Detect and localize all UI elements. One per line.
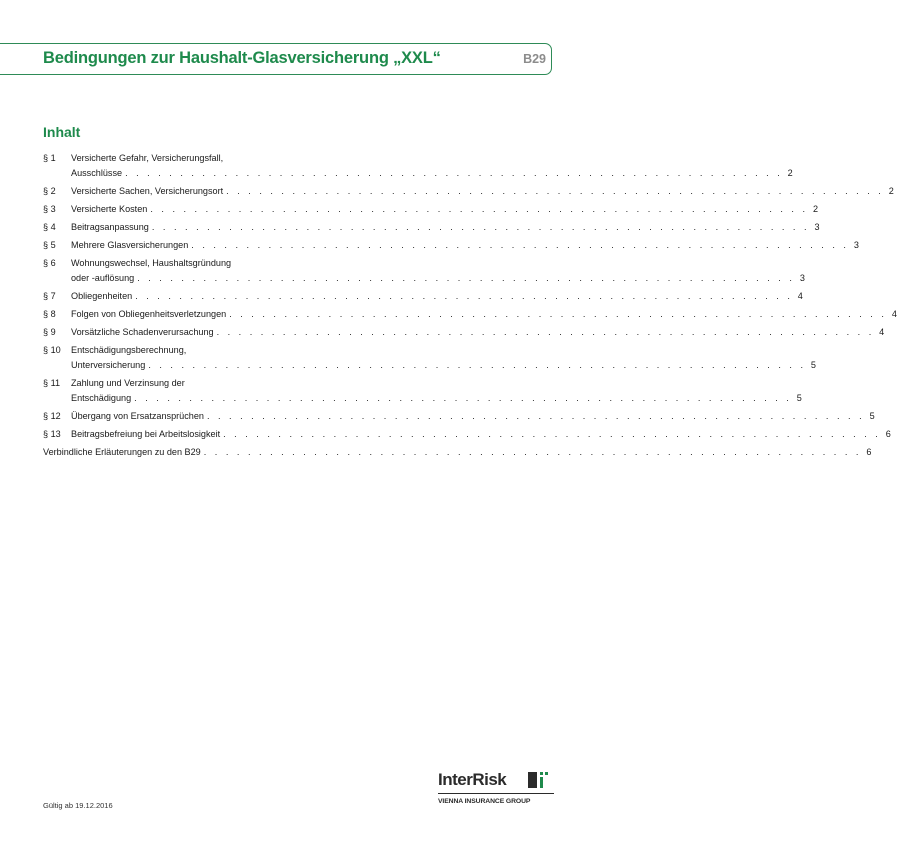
toc-leader-dots — [148, 358, 806, 373]
toc-page-number: 3 — [799, 273, 805, 283]
toc-section-number: § 9 — [43, 327, 56, 337]
toc-entry-body — [71, 220, 820, 235]
toc-page-number: 4 — [797, 291, 803, 301]
toc-entry-line — [71, 166, 793, 181]
toc-entry-title: Ausschlüsse — [71, 168, 123, 178]
toc-entry-title: Beitragsanpassung — [71, 222, 149, 232]
toc-entry-line — [71, 325, 884, 340]
toc-entry-body — [71, 238, 859, 253]
toc-entry-line — [43, 445, 871, 460]
toc-entry-title: Vorsätzliche Schadenverursachung — [71, 327, 214, 337]
toc-page-number: 5 — [869, 411, 875, 421]
toc-section-number: § 12 — [43, 411, 61, 421]
toc-entry[interactable] — [43, 238, 859, 253]
toc-entry-line — [71, 376, 802, 391]
toc-entry-body — [71, 325, 884, 340]
toc-section-number: § 1 — [43, 153, 56, 163]
toc-entry-body — [71, 376, 802, 406]
toc-entry-title: Obliegenheiten — [71, 291, 133, 301]
toc-entry-body — [71, 343, 816, 373]
toc-leader-dots — [223, 427, 881, 442]
toc-entry-line — [71, 220, 820, 235]
toc-leader-dots — [137, 271, 795, 286]
toc-page-number: 4 — [891, 309, 897, 319]
toc-entry-line — [71, 151, 793, 166]
toc-entry-title: Versicherte Kosten — [71, 204, 148, 214]
toc-entry[interactable] — [43, 409, 875, 424]
toc-entry-body — [71, 409, 875, 424]
toc-entry-line — [71, 307, 897, 322]
toc-entry-line — [71, 256, 805, 271]
logo-tagline: VIENNA INSURANCE GROUP — [438, 798, 531, 805]
toc-entry[interactable] — [43, 343, 816, 373]
toc-leader-dots — [229, 307, 887, 322]
toc-entry[interactable] — [43, 220, 820, 235]
toc-leader-dots — [134, 391, 792, 406]
toc-section-number: § 3 — [43, 204, 56, 214]
toc-entry-line — [71, 358, 816, 373]
toc-section-number: § 6 — [43, 258, 56, 268]
toc-appendix-title: Verbindliche Erläuterungen zu den B29 — [43, 447, 201, 457]
validity-date: Gültig ab 19.12.2016 — [43, 801, 113, 810]
toc-entry-body — [71, 307, 897, 322]
toc-heading: Inhalt — [43, 124, 81, 140]
toc-entry[interactable] — [43, 151, 793, 181]
toc-leader-dots — [217, 325, 875, 340]
toc-section-number: § 5 — [43, 240, 56, 250]
toc-entry-title: Versicherte Gefahr, Versicherungsfall, — [71, 153, 224, 163]
toc-section-number: § 8 — [43, 309, 56, 319]
toc-appendix-entry[interactable] — [43, 445, 872, 460]
toc-section-number: § 4 — [43, 222, 56, 232]
toc-page-number: 6 — [885, 429, 891, 439]
toc-entry-title: Beitragsbefreiung bei Arbeitslosigkeit — [71, 429, 221, 439]
company-logo — [438, 770, 554, 810]
toc-section-number: § 13 — [43, 429, 61, 439]
toc-entry[interactable] — [43, 256, 805, 286]
logo-rule — [438, 793, 554, 794]
toc-entry-title: Folgen von Obliegenheitsverletzungen — [71, 309, 227, 319]
toc-entry-line — [71, 391, 802, 406]
toc-entry-body — [71, 256, 805, 286]
toc-leader-dots — [204, 445, 862, 460]
toc-page-number: 5 — [796, 393, 802, 403]
toc-page-number: 5 — [810, 360, 816, 370]
toc-entry[interactable] — [43, 307, 897, 322]
toc-entry[interactable] — [43, 325, 885, 340]
toc-entry-title: Unterversicherung — [71, 360, 146, 370]
toc-section-number: § 7 — [43, 291, 56, 301]
toc-page-number: 2 — [888, 186, 894, 196]
toc-entry[interactable] — [43, 289, 803, 304]
toc-leader-dots — [226, 184, 884, 199]
toc-entry-line — [71, 289, 803, 304]
toc-entry-body — [71, 289, 803, 304]
toc-entry-line — [71, 343, 816, 358]
toc-section-number: § 11 — [43, 378, 61, 388]
toc-page-number: 4 — [879, 327, 885, 337]
toc-page-number: 3 — [853, 240, 859, 250]
toc-leader-dots — [125, 166, 783, 181]
toc-page-number: 3 — [814, 222, 820, 232]
toc-entry-line — [71, 409, 875, 424]
document-code: B29 — [523, 52, 546, 66]
toc-entry-body — [71, 151, 793, 181]
toc-page-number: 2 — [812, 204, 819, 214]
logo-name: InterRisk — [438, 770, 507, 789]
toc-entry-body — [71, 202, 818, 217]
toc-entry-title: oder -auflösung — [71, 273, 135, 283]
toc-entry-title: Mehrere Glasversicherungen — [71, 240, 189, 250]
toc-entry-line — [71, 238, 859, 253]
toc-entry-line — [71, 271, 805, 286]
toc-section-number: § 2 — [43, 186, 56, 196]
toc-entry-title: Wohnungswechsel, Haushaltsgründung — [71, 258, 232, 268]
toc-entry-title: Zahlung und Verzinsung der — [71, 378, 185, 388]
toc-entry[interactable] — [43, 376, 802, 406]
toc-entry-body — [71, 184, 894, 199]
toc-page-number: 6 — [866, 447, 872, 457]
toc-page-number: 2 — [787, 168, 793, 178]
toc-entry[interactable] — [43, 184, 894, 199]
toc-entry-body — [71, 427, 891, 442]
toc-leader-dots — [150, 202, 808, 217]
toc-entry-line — [71, 202, 818, 217]
toc-entry-title: Übergang von Ersatzansprüchen — [71, 411, 204, 421]
toc-leader-dots — [135, 289, 793, 304]
toc-leader-dots — [207, 409, 865, 424]
toc-leader-dots — [191, 238, 849, 253]
toc-entry-title: Versicherte Sachen, Versicherungsort — [71, 186, 224, 196]
toc-entry-line — [71, 184, 894, 199]
table-of-contents — [43, 151, 897, 460]
toc-entry-title: Entschädigungsberechnung, — [71, 345, 187, 355]
logo-mark-icon — [526, 772, 550, 790]
toc-entry-line — [71, 427, 891, 442]
page-title: Bedingungen zur Haushalt-Glasversicherung „XXL“ — [43, 49, 441, 67]
toc-entry[interactable] — [43, 202, 819, 217]
toc-leader-dots — [152, 220, 810, 235]
toc-section-number: § 10 — [43, 345, 61, 355]
toc-entry-title: Entschädigung — [71, 393, 132, 403]
toc-entry[interactable] — [43, 427, 891, 442]
